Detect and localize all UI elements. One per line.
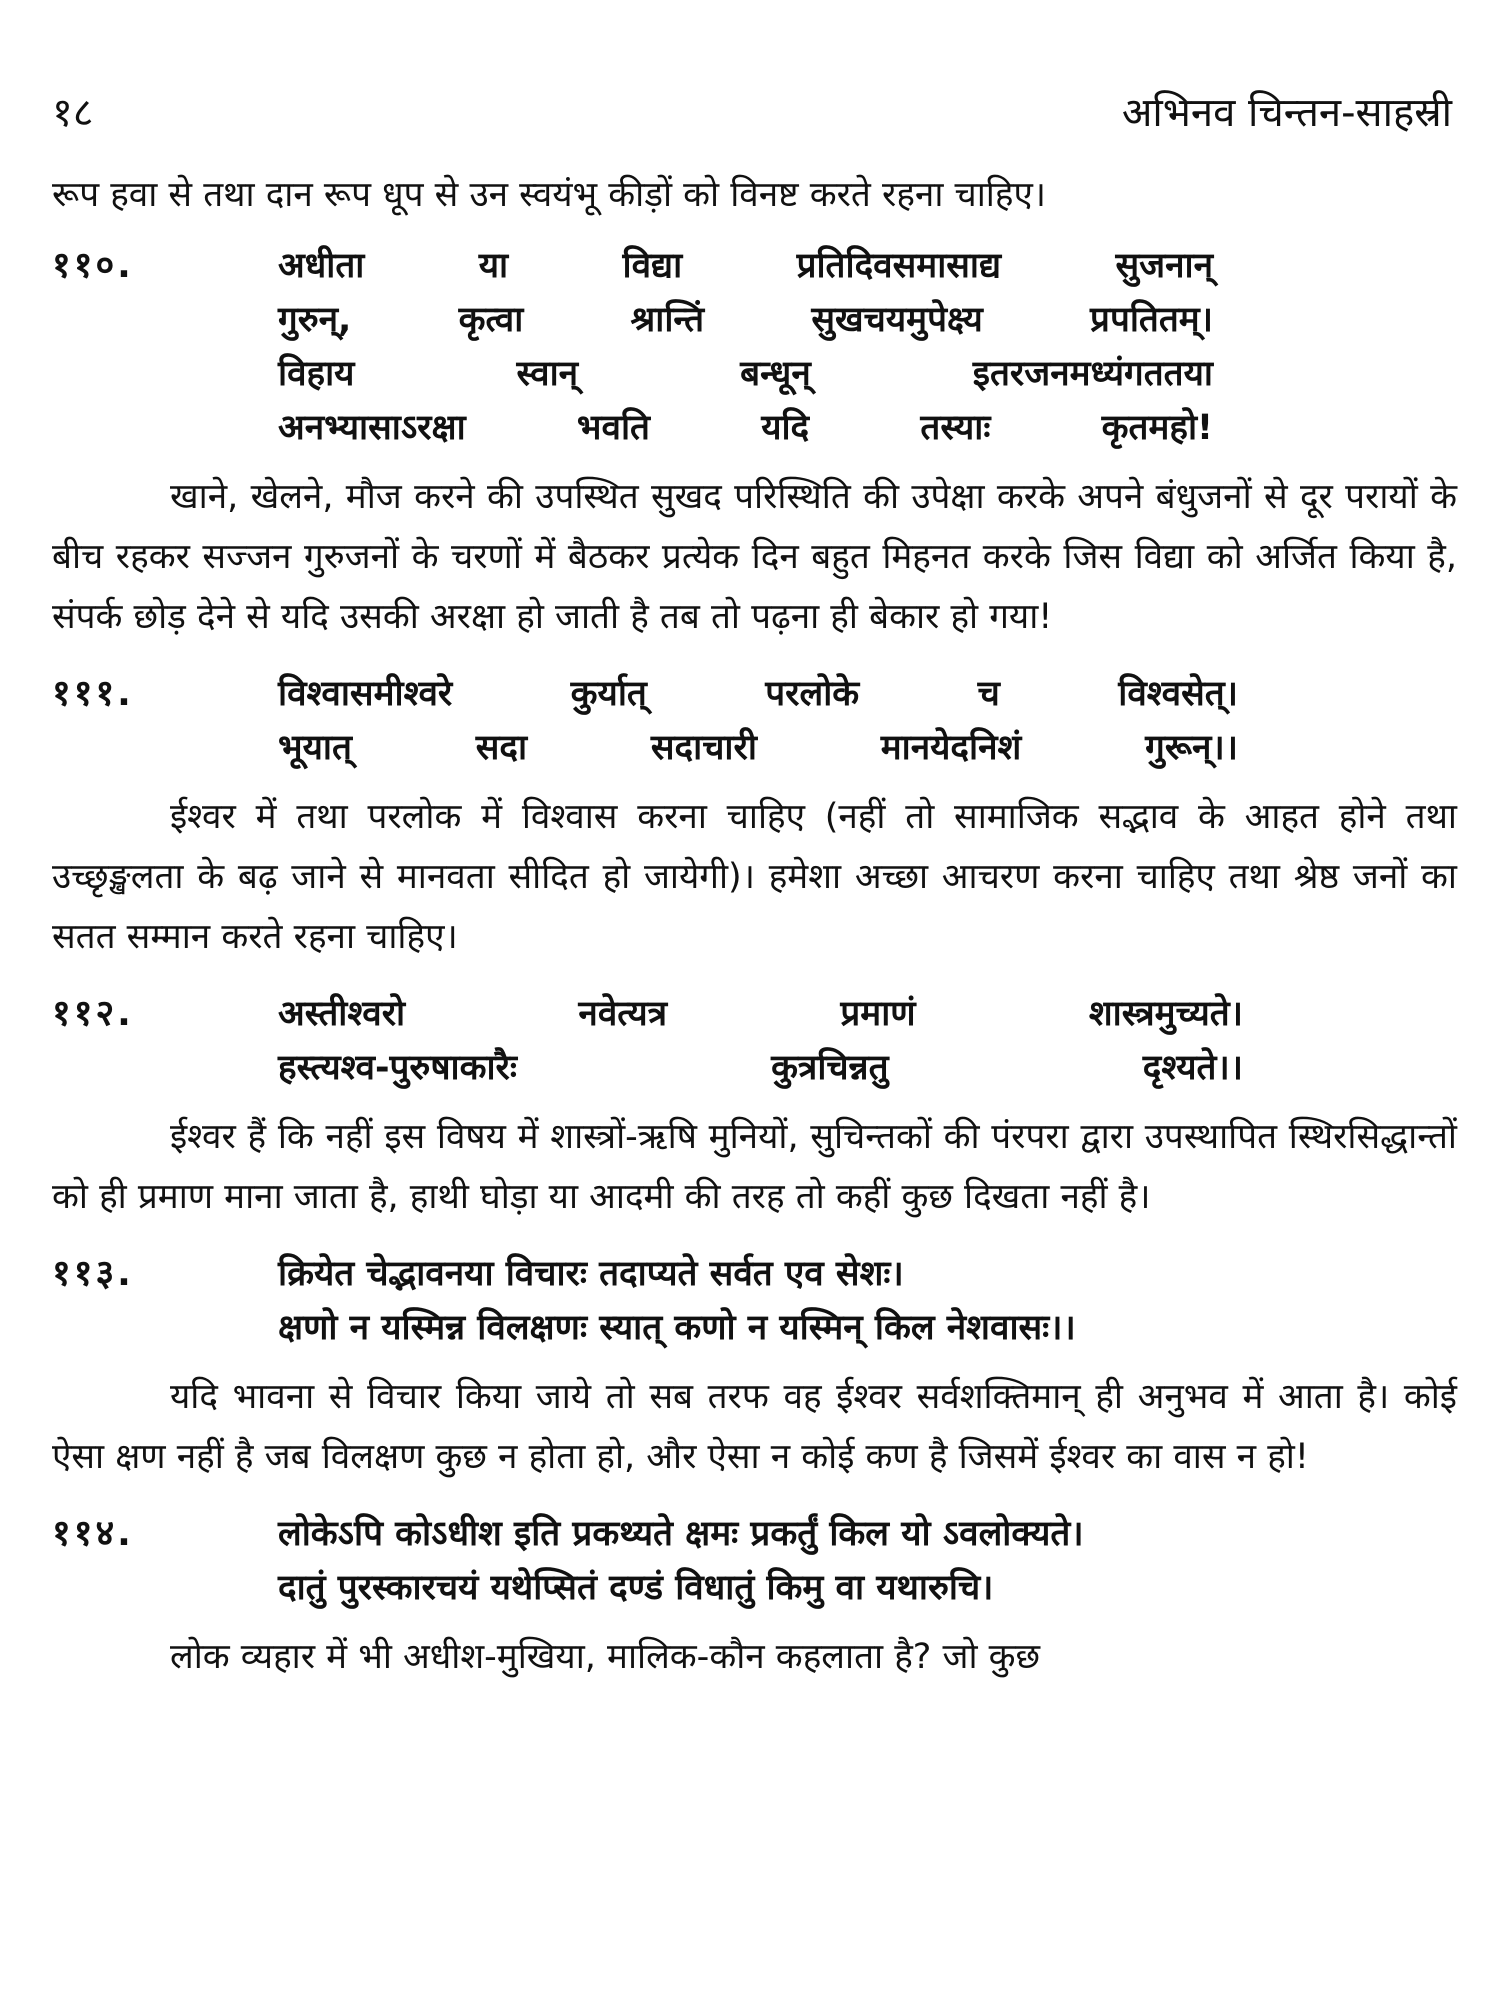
verse-explanation: ईश्वर हैं कि नहीं इस विषय में शास्त्रों-ऋषि मुनियों, सुचिन्तकों की पंरपरा द्वारा उपस्थापित स्थिरसिद्धान्तों को ही प्रमाण माना जाता है, हाथी घोड़ा या आदमी की तरह तो कहीं कुछ दिखता नहीं है। (52, 1117, 1457, 1217)
page-body (52, 165, 1457, 1707)
page-header (52, 78, 1452, 148)
verse-112 (52, 987, 1457, 1095)
verse-number: ११२. (52, 993, 134, 1034)
verse-lines (278, 1247, 1457, 1355)
verse-line: विश्वासमीश्वरे कुर्यात् परलोके च विश्वसेत्। (278, 674, 1238, 714)
verse-line: क्रियेत चेद्भावनया विचारः तदाप्यते सर्वत एव सेशः। (278, 1254, 904, 1294)
verse-lines (278, 667, 1238, 775)
verse-114 (52, 1507, 1457, 1615)
verse-line: अस्तीश्वरो नवेत्यत्र प्रमाणं शास्त्रमुच्यते। (278, 994, 1243, 1034)
page-number: १८ (52, 90, 94, 136)
verse-number: ११४. (52, 1513, 134, 1554)
verse-line: अधीता या विद्या प्रतिदिवसमासाद्य सुजनान् (278, 246, 1213, 286)
verse-number: १११. (52, 673, 134, 714)
verse-line: गुरुन्, कृत्वा श्रान्तिं सुखचयमुपेक्ष्य प्रपतितम्। (278, 300, 1213, 340)
verse-111 (52, 667, 1457, 775)
verse-number: ११३. (52, 1253, 134, 1294)
verse-line: भूयात् सदा सदाचारी मानयेदनिशं गुरून्।। (278, 728, 1238, 768)
verse-number: ११०. (52, 245, 134, 286)
running-title: अभिनव चिन्तन-साहस्री (1121, 90, 1452, 136)
verse-line: दातुं पुरस्कारचयं यथेप्सितं दण्डं विधातुं किमु वा यथारुचि। (278, 1568, 994, 1608)
verse-113 (52, 1247, 1457, 1355)
verse-line: क्षणो न यस्मिन्न विलक्षणः स्यात् कणो न यस्मिन् किल नेशवासः।। (278, 1308, 1076, 1348)
verse-lines (278, 239, 1213, 455)
verse-explanation: यदि भावना से विचार किया जाये तो सब तरफ वह ईश्वर सर्वशक्तिमान् ही अनुभव में आता है। कोई ऐसा क्षण नहीं है जब विलक्षण कुछ न होता हो, और ऐसा न कोई कण है जिसमें ईश्वर का वास न हो! (52, 1377, 1457, 1477)
verse-line: लोकेऽपि कोऽधीश इति प्रकथ्यते क्षमः प्रकर्तुं किल यो ऽवलोक्यते। (278, 1514, 1084, 1554)
verse-explanation: लोक व्यहार में भी अधीश-मुखिया, मालिक-कौन कहलाता है? जो कुछ (170, 1637, 1041, 1677)
verse-lines (278, 987, 1243, 1095)
verse-line: हस्त्यश्व-पुरुषाकारैः कुत्रचिन्नतु दृश्यते।। (278, 1048, 1243, 1088)
verse-explanation: खाने, खेलने, मौज करने की उपस्थित सुखद परिस्थिति की उपेक्षा करके अपने बंधुजनों से दूर परायों के बीच रहकर सज्जन गुरुजनों के चरणों में बैठकर प्रत्येक दिन बहुत मिहनत करके जिस विद्या को अर्जित किया है, संपर्क छोड़ देने से यदि उसकी अरक्षा हो जाती है तब तो पढ़ना ही बेकार हो गया! (52, 477, 1457, 637)
verse-line: विहाय स्वान् बन्धून् इतरजनमध्यंगततया (278, 354, 1213, 394)
verse-explanation: ईश्वर में तथा परलोक में विश्वास करना चाहिए (नहीं तो सामाजिक सद्भाव के आहत होने तथा उच्छृङ्खलता के बढ़ जाने से मानवता सीदित हो जायेगी)। हमेशा अच्छा आचरण करना चाहिए तथा श्रेष्ठ जनों का सतत सम्मान करते रहना चाहिए। (52, 797, 1457, 957)
verse-lines (278, 1507, 1457, 1615)
verse-110 (52, 239, 1457, 455)
verse-line: अनभ्यासाऽरक्षा भवति यदि तस्याः कृतमहो! (278, 408, 1213, 448)
continued-paragraph: रूप हवा से तथा दान रूप धूप से उन स्वयंभू कीड़ों को विनष्ट करते रहना चाहिए। (52, 175, 1047, 215)
